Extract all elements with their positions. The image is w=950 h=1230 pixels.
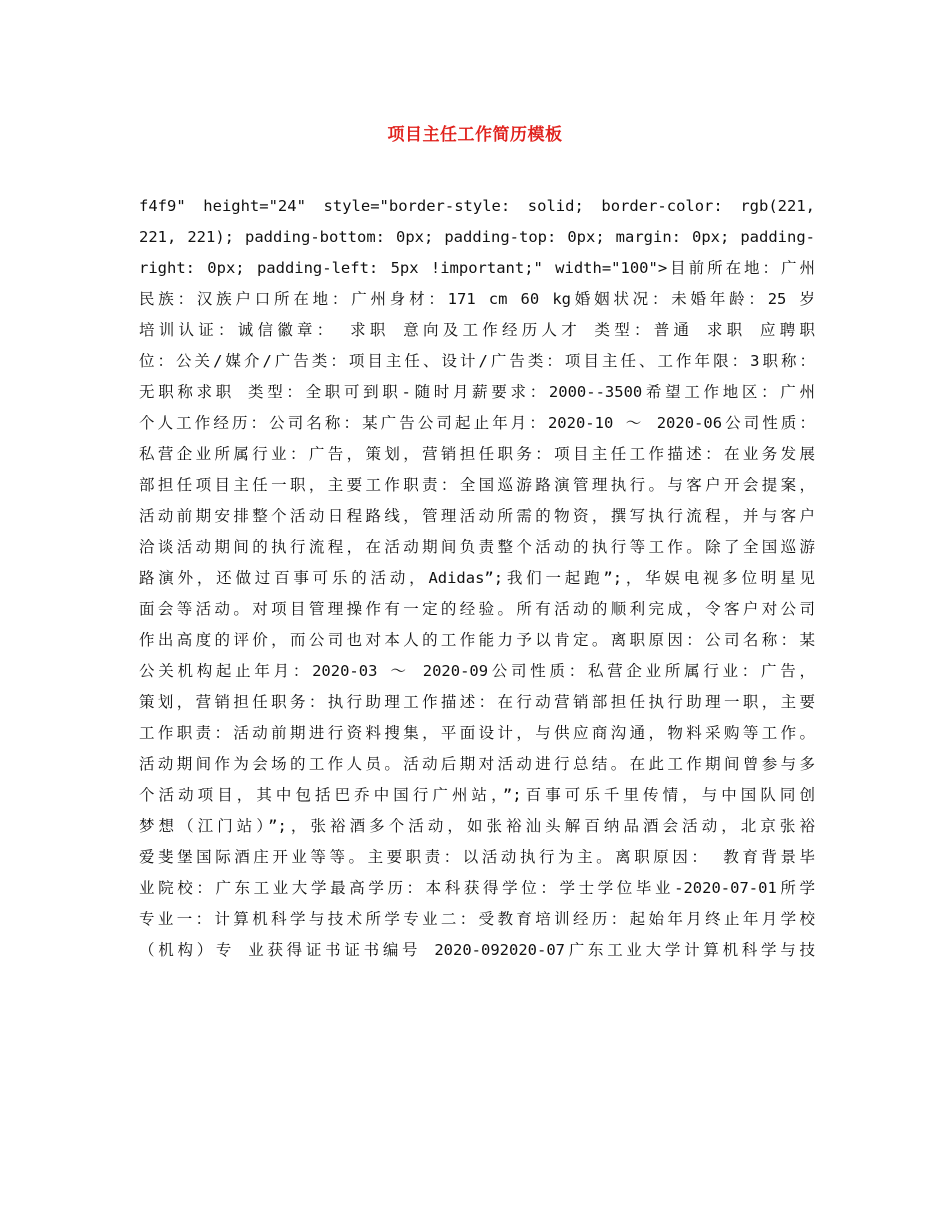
body-line: 策划，营销担任职务：执行助理工作描述：在行动营销部担任执行助理一职，主要 [139,693,815,711]
body-line: 部担任项目主任一职，主要工作职责：全国巡游路演管理执行。与客户开会提案， [139,476,815,494]
document-body [139,191,815,966]
body-line: 活动期间作为会场的工作人员。活动后期对活动进行总结。在此工作期间曾参与多 [139,755,815,773]
body-line: 梦想（江门站）”;，张裕酒多个活动，如张裕汕头解百纳品酒会活动，北京张裕 [139,817,815,835]
body-line: right: 0px; padding-left: 5px !important;" width="100">目前所在地：广州 [139,259,815,277]
body-line: （机构）专 业获得证书证书编号 2020-092020-07广东工业大学计算机科学与技 [139,941,815,959]
body-line: 工作职责：活动前期进行资料搜集，平面设计，与供应商沟通，物料采购等工作。 [139,724,815,742]
body-line: 面会等活动。对项目管理操作有一定的经验。所有活动的顺利完成，令客户对公司 [139,600,815,618]
body-line: 个活动项目，其中包括巴乔中国行广州站，”;百事可乐千里传情，与中国队同创 [139,786,815,804]
body-line: 活动前期安排整个活动日程路线，管理活动所需的物资，撰写执行流程，并与客户 [139,507,815,525]
body-line: 洽谈活动期间的执行流程，在活动期间负责整个活动的执行等工作。除了全国巡游 [139,538,815,556]
body-line: 无职称求职 类型：全职可到职-随时月薪要求：2000--3500希望工作地区：广州 [139,383,815,401]
body-line: 路演外，还做过百事可乐的活动，Adidas”;我们一起跑”;，华娱电视多位明星见 [139,569,815,587]
body-line: 公关机构起止年月：2020-03 ～ 2020-09公司性质：私营企业所属行业：广告， [139,662,815,680]
body-line: 民族：汉族户口所在地：广州身材：171 cm 60 kg婚姻状况：未婚年龄：25 岁 [139,290,815,308]
body-line: 业院校：广东工业大学最高学历：本科获得学位：学士学位毕业-2020-07-01所学 [139,879,815,897]
body-line: 个人工作经历：公司名称：某广告公司起止年月：2020-10 ～ 2020-06公司性质： [139,414,815,432]
body-line: 爱斐堡国际酒庄开业等等。主要职责：以活动执行为主。离职原因： 教育背景毕 [139,848,815,866]
body-line: 私营企业所属行业：广告，策划，营销担任职务：项目主任工作描述：在业务发展 [139,445,815,463]
body-line: 221, 221); padding-bottom: 0px; padding-top: 0px; margin: 0px; padding- [139,228,815,246]
body-line: 专业一：计算机科学与技术所学专业二：受教育培训经历：起始年月终止年月学校 [139,910,815,928]
document-title: 项目主任工作简历模板 [387,125,563,145]
body-line: 位：公关/媒介/广告类：项目主任、设计/广告类：项目主任、工作年限：3职称： [139,352,815,370]
body-line: 培训认证：诚信徽章： 求职 意向及工作经历人才 类型：普通 求职 应聘职 [139,321,815,339]
body-line: 作出高度的评价，而公司也对本人的工作能力予以肯定。离职原因：公司名称：某 [139,631,815,649]
body-line: f4f9" height="24" style="border-style: solid; border-color: rgb(221, [139,197,815,215]
